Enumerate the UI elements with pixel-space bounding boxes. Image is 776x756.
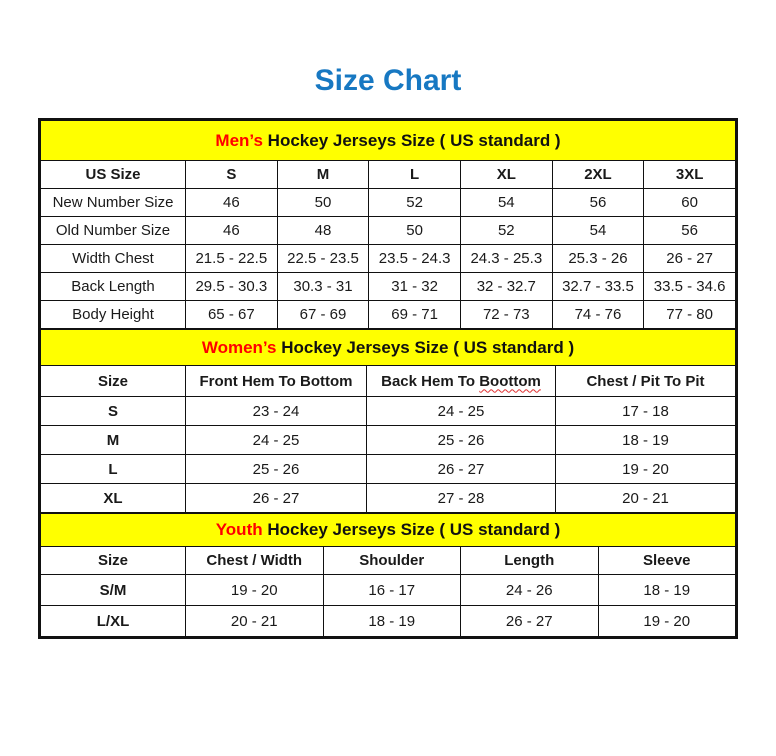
value-cell: 46 [186,217,278,245]
column-header-cell: S [186,161,278,189]
size-chart [38,118,738,639]
womens-banner [41,330,736,366]
womens-banner-highlight: Women’s [201,337,277,357]
value-cell: 20 - 21 [186,606,324,637]
row-label-cell: Width Chest [41,245,186,273]
spellcheck-squiggle-word: Boottom [479,372,541,390]
value-cell: 60 [644,189,736,217]
value-cell: 50 [369,217,461,245]
youth-banner [41,514,736,547]
table-row [41,189,736,217]
value-cell: 46 [186,189,278,217]
column-header-cell: Chest / Width [186,547,324,575]
row-label-cell: Body Height [41,301,186,329]
value-cell: 26 - 27 [186,484,367,513]
value-cell: 54 [552,217,644,245]
table-row [41,606,736,637]
value-cell: 56 [644,217,736,245]
column-header-cell: Chest / Pit To Pit [556,366,736,397]
column-header-cell: L [369,161,461,189]
value-cell: 18 - 19 [323,606,461,637]
table-row [41,397,736,426]
value-cell: 23.5 - 24.3 [369,245,461,273]
row-label-cell: S [41,397,186,426]
row-label-cell: XL [41,484,186,513]
value-cell: 18 - 19 [598,575,736,606]
mens-size-table [40,120,736,329]
value-cell: 21.5 - 22.5 [186,245,278,273]
table-row [41,245,736,273]
back-hem-prefix: Back Hem To [381,372,476,390]
mens-banner [41,121,736,161]
value-cell: 33.5 - 34.6 [644,273,736,301]
value-cell: 24 - 25 [186,426,367,455]
row-label-cell: L/XL [41,606,186,637]
value-cell: 69 - 71 [369,301,461,329]
value-cell: 19 - 20 [598,606,736,637]
row-label-cell: S/M [41,575,186,606]
value-cell: 77 - 80 [644,301,736,329]
row-label-cell: L [41,455,186,484]
value-cell: 25.3 - 26 [552,245,644,273]
column-header-cell: Length [461,547,599,575]
value-cell: 54 [460,189,552,217]
mens-banner-highlight: Men’s [215,130,263,150]
column-header-cell-misspelled [367,366,556,397]
row-label-cell: New Number Size [41,189,186,217]
mens-banner-row [41,121,736,161]
table-row [41,301,736,329]
value-cell: 24 - 26 [461,575,599,606]
value-cell: 27 - 28 [367,484,556,513]
value-cell: 48 [277,217,369,245]
value-cell: 20 - 21 [556,484,736,513]
table-row [41,575,736,606]
youth-banner-row [41,514,736,547]
row-label-cell: M [41,426,186,455]
value-cell: 22.5 - 23.5 [277,245,369,273]
womens-header-row [41,366,736,397]
value-cell: 72 - 73 [460,301,552,329]
column-header-cell: Front Hem To Bottom [186,366,367,397]
table-row [41,273,736,301]
value-cell: 52 [369,189,461,217]
column-header-cell: M [277,161,369,189]
value-cell: 26 - 27 [644,245,736,273]
value-cell: 23 - 24 [186,397,367,426]
value-cell: 25 - 26 [186,455,367,484]
value-cell: 26 - 27 [367,455,556,484]
table-row [41,455,736,484]
value-cell: 18 - 19 [556,426,736,455]
column-header-cell: 2XL [552,161,644,189]
youth-banner-highlight: Youth [215,520,263,539]
youth-size-table [40,513,736,637]
row-label-cell: Back Length [41,273,186,301]
value-cell: 30.3 - 31 [277,273,369,301]
table-row [41,426,736,455]
value-cell: 19 - 20 [186,575,324,606]
value-cell: 19 - 20 [556,455,736,484]
value-cell: 32 - 32.7 [460,273,552,301]
table-row [41,484,736,513]
mens-header-row [41,161,736,189]
value-cell: 25 - 26 [367,426,556,455]
youth-banner-rest: Hockey Jerseys Size ( US standard ) [262,520,561,539]
column-header-cell: Shoulder [323,547,461,575]
value-cell: 24 - 25 [367,397,556,426]
table-row [41,217,736,245]
value-cell: 50 [277,189,369,217]
column-header-cell: 3XL [644,161,736,189]
row-label-cell: Old Number Size [41,217,186,245]
column-header-cell: XL [460,161,552,189]
column-header-cell: US Size [41,161,186,189]
womens-banner-rest: Hockey Jerseys Size ( US standard ) [276,337,575,357]
value-cell: 65 - 67 [186,301,278,329]
column-header-cell: Sleeve [598,547,736,575]
value-cell: 17 - 18 [556,397,736,426]
value-cell: 74 - 76 [552,301,644,329]
womens-banner-row [41,330,736,366]
womens-size-table [40,329,736,513]
value-cell: 32.7 - 33.5 [552,273,644,301]
value-cell: 24.3 - 25.3 [460,245,552,273]
column-header-cell: Size [41,547,186,575]
youth-header-row [41,547,736,575]
value-cell: 29.5 - 30.3 [186,273,278,301]
column-header-cell: Size [41,366,186,397]
mens-banner-rest: Hockey Jerseys Size ( US standard ) [262,130,561,150]
value-cell: 52 [460,217,552,245]
value-cell: 26 - 27 [461,606,599,637]
value-cell: 56 [552,189,644,217]
value-cell: 67 - 69 [277,301,369,329]
value-cell: 16 - 17 [323,575,461,606]
value-cell: 31 - 32 [369,273,461,301]
page-title: Size Chart [314,64,462,97]
